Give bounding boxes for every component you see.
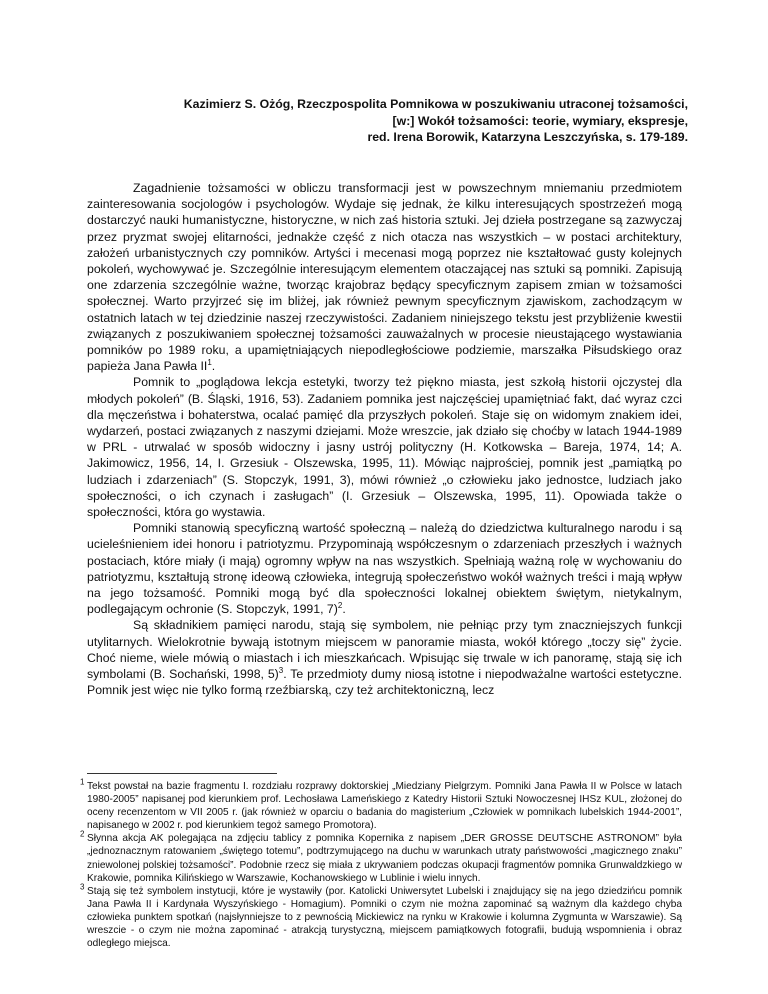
- footnote-1-text: Tekst powstał na bazie fragmentu I. rozdziału rozprawy doktorskiej „Miedziany Pielgrzym. Pomniki Jana Pawła II w Polsce w latach 1980-2005” napisanej pod kierunkiem prof. Lechosława Lameńskiego z Katedry Historii Sztuki Nowoczesnej IHSz KUL, złożonej do oceny recenzentom w VII 2005 r. (jak również w oparciu o badania do magisterium „Człowiek w pomnikach lubelskich 1944-2001”, napisanego w 2002 r. pod kierunkiem tegoż samego Promotora).: [87, 781, 682, 832]
- footnote-3: [80, 882, 682, 950]
- footnote-2-number: 2: [80, 830, 85, 840]
- header-line-2: [w:] Wokół tożsamości: teorie, wymiary, ekspresje,: [392, 113, 688, 128]
- paragraph-1-text: Zagadnienie tożsamości w obliczu transformacji jest w powszechnym mniemaniu przedmiotem zainteresowania socjologów i psychologów. Wydaje się jednak, że kilku interesujących spostrzeżeń mogą dostarczyć nauki humanistyczne, historyczne, w nich zaś historia sztuki. Jej dzieła postrzegane są zazwyczaj przez pryzmat swojej elitarności, jednakże część z nich otacza nas wszystkich – w postaci architektury, założeń urbanistycznych czy pomników. Artyści i mecenasi mogą poprzez nie kształtować gusty kolejnych pokoleń, wychowywać je. Szczególnie interesującym elementem otaczającej nas sztuki są pomniki. Zapisują one zdarzenia szczególnie ważne, tworząc krajobraz będący specyficznym zapisem zmian w tożsamości społecznej. Warto przyjrzeć się im bliżej, jak również pewnym specyficznym zjawiskom, zachodzącym w ostatnich latach w tej dziedzinie naszej rzeczywistości. Zadaniem niniejszego tekstu jest przybliżenie kwestii związanych z poszukiwaniem społecznej tożsamości zauważalnych w procesie nieustającego wystawiania pomników po 1989 roku, a upamiętniających niepodległościowe podziemie, marszałka Piłsudskiego oraz papieża Jana Pawła II: [87, 181, 682, 374]
- footnote-3-text: Stają się też symbolem instytucji, które je wystawiły (por. Katolicki Uniwersytet Lubelski i znajdujący się na jego dziedzińcu pomnik Jana Pawła II i Kardynała Wyszyńskiego - Homagium). Pomniki o czym nie można zapominać są ważnym dla każdego chyba człowieka punktem spotkań (najsłynniejsze to z pewnością Mickiewicz na rynku w Krakowie i kolumna Zygmunta w Warszawie). Są wreszcie - o czym nie można zapominać - atrakcją turystyczną, miejscem pamiątkowych fotografii, budują wspomnienia i obraz odległego miejsca.: [87, 885, 682, 950]
- footnotes: [80, 777, 682, 950]
- paragraph-4-end: . Te przedmioty dumy niosą istotne i niepodważalne wartości estetyczne. Pomnik jest więc nie tylko formą rzeźbiarską, czy też architektoniczną, lecz: [87, 667, 682, 698]
- paragraph-3: [87, 520, 682, 617]
- footnote-separator: [87, 773, 277, 774]
- footnote-1: [80, 777, 682, 832]
- paragraph-2: [87, 374, 682, 520]
- paragraph-3-end: .: [342, 602, 346, 617]
- footnote-ref-1[interactable]: 1: [207, 358, 212, 368]
- header-line-3: red. Irena Borowik, Katarzyna Leszczyńska, s. 179-189.: [367, 130, 688, 144]
- bibliographic-header: [120, 96, 688, 146]
- footnote-2: [80, 830, 682, 884]
- footnote-3-number: 3: [80, 882, 85, 892]
- footnote-1-number: 1: [80, 777, 85, 787]
- paragraph-1: [87, 180, 682, 374]
- paragraph-2-text: Pomnik to „poglądowa lekcja estetyki, tworzy też piękno miasta, jest szkołą historii ojczystej dla młodych pokoleń” (B. Śląski, 1916, 53). Zadaniem pomnika jest najczęściej upamiętniać fakt, dać wyraz czci dla męczeństwa i bohaterstwa, ocalać pamięć dla przyszłych pokoleń. Staje się on widomym znakiem idei, wydarzeń, postaci związanych z naszymi dziejami. Może wreszcie, jak działo się choćby w latach 1944-1989 w PRL - utrwalać w sposób widoczny i jasny ustrój polityczny (H. Kotkowska – Bareja, 1974, 14; A. Jakimowicz, 1956, 14, I. Grzesiuk - Olszewska, 1995, 11). Mówiąc najprościej, pomnik jest „pamiątką po ludziach i zdarzeniach” (S. Stopczyk, 1991, 3), mówi również „o człowieku jako jednostce, ludziach jako społeczności, o ich czynach i zasługach” (I. Grzesiuk – Olszewska, 1995, 11). Opowiada także o społeczności, która go wystawia.: [87, 375, 682, 520]
- paragraph-3-text: Pomniki stanowią specyficzną wartość społeczną – należą do dziedzictwa kulturalnego narodu i są ucieleśnieniem idei honoru i patriotyzmu. Przypominają współczesnym o zdarzeniach przeszłych i ważnych postaciach, które miały (i mają) ogromny wpływ na nas wszystkich. Spełniają ważną rolę w wychowaniu do patriotyzmu, kształtują stronę ideową człowieka, integrują społeczeństwo wokół ważnych treści i mają wpływ na jego tożsamość. Pomniki mogą być dla społeczności lokalnej obiektem świętym, nietykalnym, podlegającym ochronie (S. Stopczyk, 1991, 7): [87, 521, 682, 617]
- header-line-1: Kazimierz S. Ożóg, Rzeczpospolita Pomnikowa w poszukiwaniu utraconej tożsamości,: [183, 97, 688, 111]
- paragraph-1-end: .: [211, 359, 216, 374]
- footnote-2-text: Słynna akcja AK polegająca na zdjęciu tablicy z pomnika Kopernika z napisem „DER GROSSE DEUTSCHE ASTRONOM” była „jednoznacznym ratowaniem „świętego totemu”, podtrzymującego na duchu w warunkach utraty państwowości „magicznego znaku” zniewolonej polskiej tożsamości”. Podobnie rzecz się miała z ukrywaniem podczas okupacji fragmentów pomnika Grunwaldzkiego w Krakowie, pomnika Kilińskiego w Warszawie, Kochanowskiego w Lublinie i wielu innych.: [87, 833, 682, 884]
- main-text: [87, 180, 682, 699]
- paragraph-4: [87, 617, 682, 698]
- paragraph-4-text: Są składnikiem pamięci narodu, stają się symbolem, nie pełniąc przy tym znaczniejszych funkcji utylitarnych. Wielokrotnie bywają istotnym miejscem w panoramie miasta, wokół którego „toczy się” życie. Choć nieme, wiele mówią o miastach i ich mieszkańcach. Wpisując się trwale w ich panoramę, stają się ich symbolami (B. Sochański, 1998, 5): [87, 618, 682, 682]
- footnote-ref-2[interactable]: 2: [337, 601, 343, 611]
- footnote-ref-3[interactable]: 3: [278, 666, 284, 675]
